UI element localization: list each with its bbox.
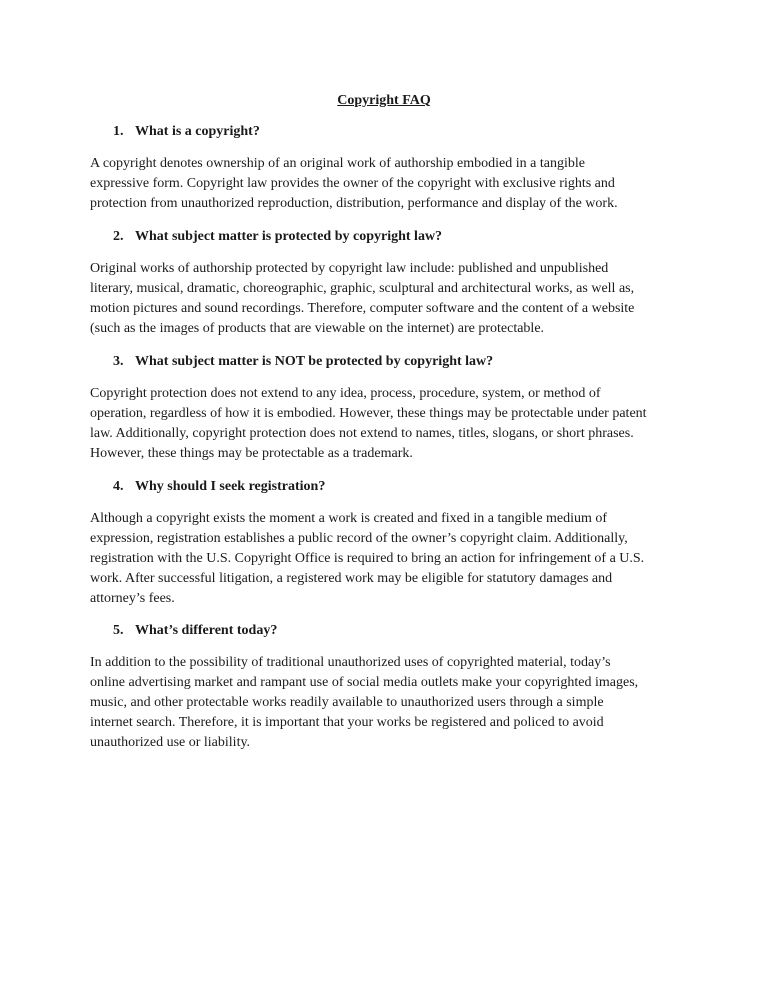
faq-question-text-4: Why should I seek registration? xyxy=(135,479,326,494)
answer-line: Original works of authorship protected by copyright law include: published and unpublished xyxy=(90,261,609,276)
answer-line: expression, registration establishes a public record of the owner’s copyright claim. Additionally, xyxy=(90,531,628,546)
answer-line: A copyright denotes ownership of an original work of authorship embodied in a tangible xyxy=(90,156,585,171)
answer-line: In addition to the possibility of traditional unauthorized uses of copyrighted material, today’s xyxy=(90,655,611,670)
faq-question-text-5: What’s different today? xyxy=(135,623,278,638)
answer-line: Although a copyright exists the moment a work is created and fixed in a tangible medium of xyxy=(90,511,608,526)
faq-question-text-2: What subject matter is protected by copyright law? xyxy=(135,229,443,244)
answer-line: registration with the U.S. Copyright Office is required to bring an action for infringement of a U.S. xyxy=(90,551,645,566)
answer-line: protection from unauthorized reproduction, distribution, performance and display of the work. xyxy=(90,196,618,211)
faq-question-text-1: What is a copyright? xyxy=(135,124,260,139)
answer-line: internet search. Therefore, it is important that your works be registered and policed to avoid xyxy=(90,715,604,730)
faq-question-4 xyxy=(113,477,325,497)
answer-line: However, these things may be protectable as a trademark. xyxy=(90,446,413,461)
faq-question-5 xyxy=(113,621,277,641)
faq-question-1 xyxy=(113,122,260,142)
answer-line: online advertising market and rampant use of social media outlets make your copyrighted images, xyxy=(90,675,639,690)
faq-number-5: 5. xyxy=(113,623,124,638)
faq-answer-3 xyxy=(90,384,690,464)
answer-line: unauthorized use or liability. xyxy=(90,735,251,750)
page-title: Copyright FAQ xyxy=(337,93,431,108)
faq-answer-2 xyxy=(90,259,690,339)
answer-line: music, and other protectable works readily available to unauthorized users through a simple xyxy=(90,695,604,710)
faq-number-3: 3. xyxy=(113,354,124,369)
answer-line: law. Additionally, copyright protection does not extend to names, titles, slogans, or short phrases. xyxy=(90,426,634,441)
answer-line: motion pictures and sound recordings. Therefore, computer software and the content of a website xyxy=(90,301,635,316)
faq-answer-1 xyxy=(90,154,690,214)
answer-line: attorney’s fees. xyxy=(90,591,175,606)
answer-line: (such as the images of products that are viewable on the internet) are protectable. xyxy=(90,321,545,336)
answer-line: work. After successful litigation, a registered work may be eligible for statutory damages and xyxy=(90,571,613,586)
answer-line: literary, musical, dramatic, choreographic, graphic, sculptural and architectural works, as well as, xyxy=(90,281,635,296)
faq-number-2: 2. xyxy=(113,229,124,244)
answer-line: Copyright protection does not extend to any idea, process, procedure, system, or method of xyxy=(90,386,601,401)
faq-number-4: 4. xyxy=(113,479,124,494)
faq-answer-4 xyxy=(90,509,690,609)
faq-question-2 xyxy=(113,227,442,247)
answer-line: expressive form. Copyright law provides the owner of the copyright with exclusive rights and xyxy=(90,176,615,191)
faq-number-1: 1. xyxy=(113,124,124,139)
answer-line: operation, regardless of how it is embodied. However, these things may be protectable under patent xyxy=(90,406,647,421)
faq-question-text-3: What subject matter is NOT be protected by copyright law? xyxy=(135,354,494,369)
faq-question-3 xyxy=(113,352,493,372)
faq-answer-5 xyxy=(90,653,690,753)
